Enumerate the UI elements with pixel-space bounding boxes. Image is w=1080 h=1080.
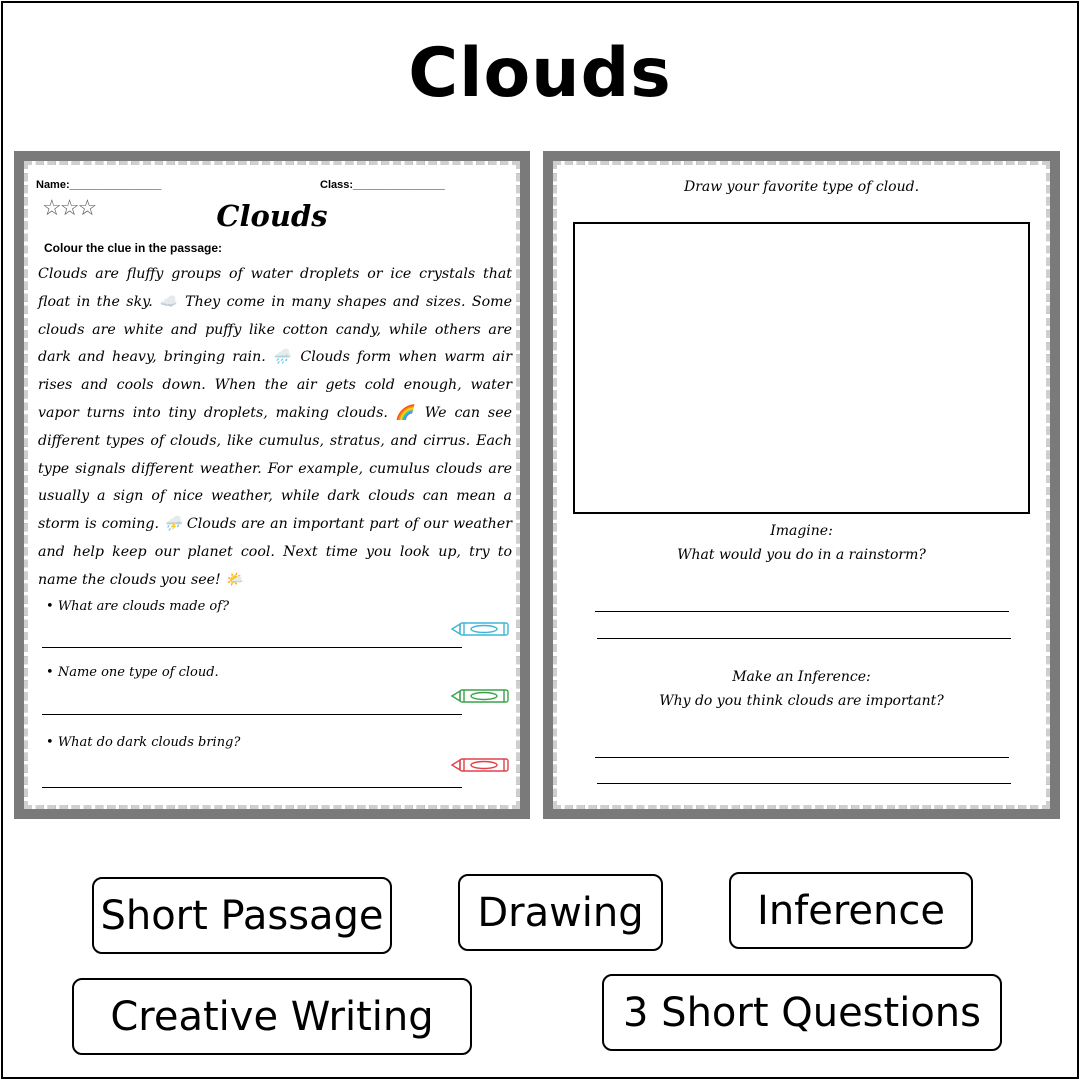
instruction-text: Colour the clue in the passage: <box>44 241 223 255</box>
question-3: • What do dark clouds bring? <box>46 735 241 750</box>
answer-line[interactable] <box>42 787 462 788</box>
inference-label: Make an Inference: <box>732 669 871 685</box>
tag-3-short-questions <box>602 974 1002 1051</box>
answer-line[interactable] <box>42 714 462 715</box>
tag-label: Short Passage <box>100 892 384 939</box>
answer-line[interactable] <box>597 638 1011 639</box>
crayon-icon <box>450 756 512 774</box>
tag-creative-writing <box>72 978 472 1055</box>
answer-line[interactable] <box>42 647 462 648</box>
tag-label: Creative Writing <box>110 993 434 1040</box>
page-title: Clouds <box>408 34 672 113</box>
class-field-label: Class:_______________ <box>320 179 445 191</box>
answer-line[interactable] <box>597 783 1011 784</box>
tag-label: 3 Short Questions <box>623 989 981 1036</box>
imagine-label: Imagine: <box>770 523 833 539</box>
rating-stars-icon: ☆☆☆ <box>42 195 96 220</box>
crayon-icon <box>450 687 512 705</box>
question-1: • What are clouds made of? <box>46 599 230 614</box>
worksheet-page <box>24 161 520 809</box>
inference-question: Why do you think clouds are important? <box>659 693 944 709</box>
answer-line[interactable] <box>595 757 1009 758</box>
imagine-question: What would you do in a rainstorm? <box>677 547 926 563</box>
question-2: • Name one type of cloud. <box>46 665 219 680</box>
tag-label: Inference <box>757 887 945 934</box>
question-text: What do dark clouds bring? <box>57 735 241 750</box>
worksheet-preview-left <box>14 151 530 819</box>
tag-drawing <box>458 874 663 951</box>
drawing-box[interactable] <box>573 222 1030 514</box>
tag-short-passage <box>92 877 392 954</box>
worksheet-preview-right <box>543 151 1060 819</box>
name-field-label: Name:_______________ <box>36 179 162 191</box>
draw-prompt: Draw your favorite type of cloud. <box>683 179 920 195</box>
worksheet-title: Clouds <box>216 199 328 233</box>
tag-inference <box>729 872 973 949</box>
question-text: What are clouds made of? <box>57 599 230 614</box>
worksheet-page <box>553 161 1050 809</box>
answer-line[interactable] <box>595 611 1009 612</box>
reading-passage: Clouds are fluffy groups of water droplets or ice crystals that float in the sky. ☁️ They come in many shapes and sizes. Some clouds are white and puffy like cotton candy, while others are dark and heavy, bringing rain. 🌧️ Clouds form when warm air rises and cools down. When the air gets cold enough, water vapor turns into tiny droplets, making clouds. 🌈 We can see different types of clouds, like cumulus, stratus, and cirrus. Each type signals different weather. For example, cumulus clouds are usually a sign of nice weather, while dark clouds can mean a storm is coming. ⛈️ Clouds are an important part of our weather and help keep our planet cool. Next time you look up, try to name the clouds you see! 🌤️ <box>38 266 512 588</box>
question-text: Name one type of cloud. <box>57 665 219 680</box>
tag-label: Drawing <box>477 889 644 936</box>
crayon-icon <box>450 620 512 638</box>
